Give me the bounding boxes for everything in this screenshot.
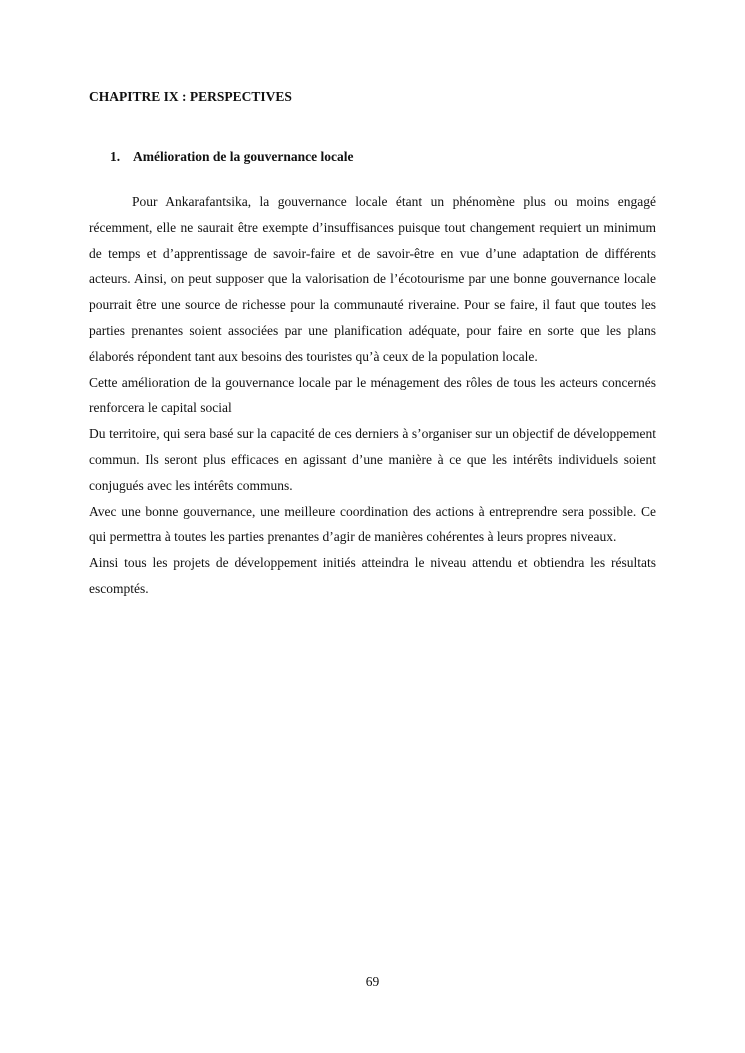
chapter-title: CHAPITRE IX : PERSPECTIVES bbox=[89, 89, 292, 104]
body-text bbox=[89, 189, 656, 602]
paragraph-conclusion: Ainsi tous les projets de développement initiés atteindra le niveau attendu et obtiendra les résultats escomptés. bbox=[89, 555, 656, 596]
paragraph-territoire: Du territoire, qui sera basé sur la capacité de ces derniers à s’organiser sur un objectif de développement commun. Ils seront plus efficaces en agissant d’une manière à ce que les intérêts individuels soient conjugués avec les intérêts communs. bbox=[89, 426, 656, 493]
paragraph-coordination: Avec une bonne gouvernance, une meilleure coordination des actions à entreprendre sera possible. Ce qui permettra à toutes les parties prenantes d’agir de manières cohérentes à leurs propres niveaux. bbox=[89, 503, 656, 545]
section-number: 1. bbox=[110, 149, 121, 164]
section-heading bbox=[110, 149, 353, 165]
section-title: Amélioration de la gouvernance locale bbox=[133, 149, 354, 164]
page-number: 69 bbox=[365, 974, 380, 989]
paragraph-capital-social: Cette amélioration de la gouvernance locale par le ménagement des rôles de tous les acteurs concernés renforcera le capital social bbox=[89, 374, 656, 416]
paragraph-intro: Pour Ankarafantsika, la gouvernance locale étant un phénomène plus ou moins engagé récemment, elle ne saurait être exempte d’insuffisances puisque tout changement requiert un minimum de temps et d’apprentissage de savoir-faire et de savoir-être en vue d’une adaptation de différents acteurs. Ainsi, on peut supposer que la valorisation de l’écotourisme par une bonne gouvernance locale pourrait être une source de richesse pour la communauté riveraine. Pour se faire, il faut que toutes les parties prenantes soient associées par une planification adéquate, pour faire en sorte que les plans élaborés répondent tant aux besoins des touristes qu’à ceux de la population locale. bbox=[89, 194, 656, 364]
